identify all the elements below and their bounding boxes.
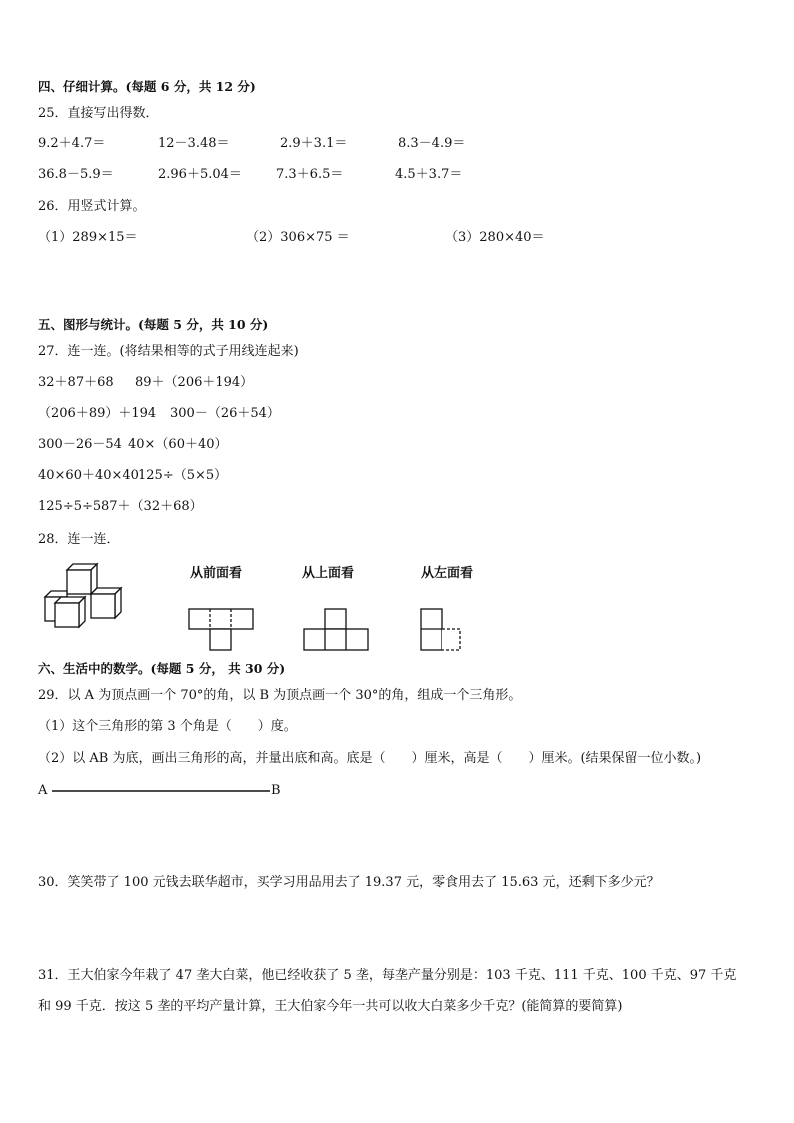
section-6-title: 六、生活中的数学。(每题 5 分， 共 30 分) xyxy=(38,661,286,676)
q25-expression: 7.3＋6.5＝ xyxy=(276,167,344,182)
point-a-label: A xyxy=(38,783,48,798)
q27-right-expression: 300－（26＋54） xyxy=(170,406,280,421)
q27-right-expression: 89＋（206＋194） xyxy=(135,375,254,390)
q27-left-expression: 32＋87＋68 xyxy=(38,375,114,390)
q27-left-expression: 125÷5÷5 xyxy=(38,499,102,514)
q27-right-expression: 40×（60＋40） xyxy=(128,437,228,452)
question-30-prompt: 30．笑笑带了 100 元钱去联华超市，买学习用品用去了 19.37 元，零食用去了 15.63 元，还剩下多少元？ xyxy=(38,875,660,890)
q29-part-1: （1）这个三角形的第 3 个角是（ ）度。 xyxy=(38,719,297,734)
q27-left-expression: 40×60＋40×40 xyxy=(38,468,139,483)
q27-left-expression: 300－26－54 xyxy=(38,437,122,452)
view-label-left: 从左面看 xyxy=(421,566,474,581)
question-28-prompt: 28．连一连． xyxy=(38,532,120,547)
question-29-prompt: 29．以 A 为顶点画一个 70°的角，以 B 为顶点画一个 30°的角，组成一个三角形。 xyxy=(38,688,522,703)
view-label-front: 从前面看 xyxy=(190,566,243,581)
point-b-label: B xyxy=(271,783,281,798)
segment-ab xyxy=(52,789,270,793)
q29-part-2: （2）以 AB 为底，画出三角形的高，并量出底和高。底是（ ）厘米，高是（ ）厘米。(结果保留一位小数。) xyxy=(38,751,702,766)
q25-expression: 36.8－5.9＝ xyxy=(38,167,114,182)
q26-item: （1）289×15＝ xyxy=(38,230,138,245)
top-view-shape xyxy=(303,608,369,652)
q25-expression: 12－3.48＝ xyxy=(158,136,230,151)
cube-stack-figure xyxy=(42,563,138,633)
section-5-title: 五、图形与统计。(每题 5 分，共 10 分) xyxy=(38,317,269,332)
question-31-line-1: 31．王大伯家今年栽了 47 垄大白菜，他已经收获了 5 垄，每垄产量分别是：103 千克、111 千克、100 千克、97 千克 xyxy=(38,968,737,983)
q25-expression: 2.96＋5.04＝ xyxy=(158,167,242,182)
q27-left-expression: （206＋89）＋194 xyxy=(38,406,157,421)
view-label-top: 从上面看 xyxy=(302,566,355,581)
front-view-shape xyxy=(188,608,254,652)
question-25-prompt: 25．直接写出得数． xyxy=(38,106,159,121)
question-27-prompt: 27．连一连。(将结果相等的式子用线连起来) xyxy=(38,344,299,359)
left-view-shape xyxy=(420,608,464,652)
q25-expression: 4.5＋3.7＝ xyxy=(395,167,463,182)
q26-item: （2）306×75 ＝ xyxy=(246,230,350,245)
section-4-title: 四、仔细计算。(每题 6 分，共 12 分) xyxy=(38,79,256,94)
q25-expression: 9.2＋4.7＝ xyxy=(38,136,106,151)
question-26-prompt: 26．用竖式计算。 xyxy=(38,199,146,214)
q25-expression: 8.3－4.9＝ xyxy=(398,136,466,151)
question-31-line-2: 和 99 千克．按这 5 垄的平均产量计算，王大伯家今年一共可以收大白菜多少千克？(能简算的要简算) xyxy=(38,999,623,1014)
q27-right-expression: 87＋（32＋68） xyxy=(101,499,203,514)
q27-right-expression: 125÷（5×5） xyxy=(138,468,228,483)
q26-item: （3）280×40＝ xyxy=(445,230,545,245)
q25-expression: 2.9＋3.1＝ xyxy=(280,136,348,151)
